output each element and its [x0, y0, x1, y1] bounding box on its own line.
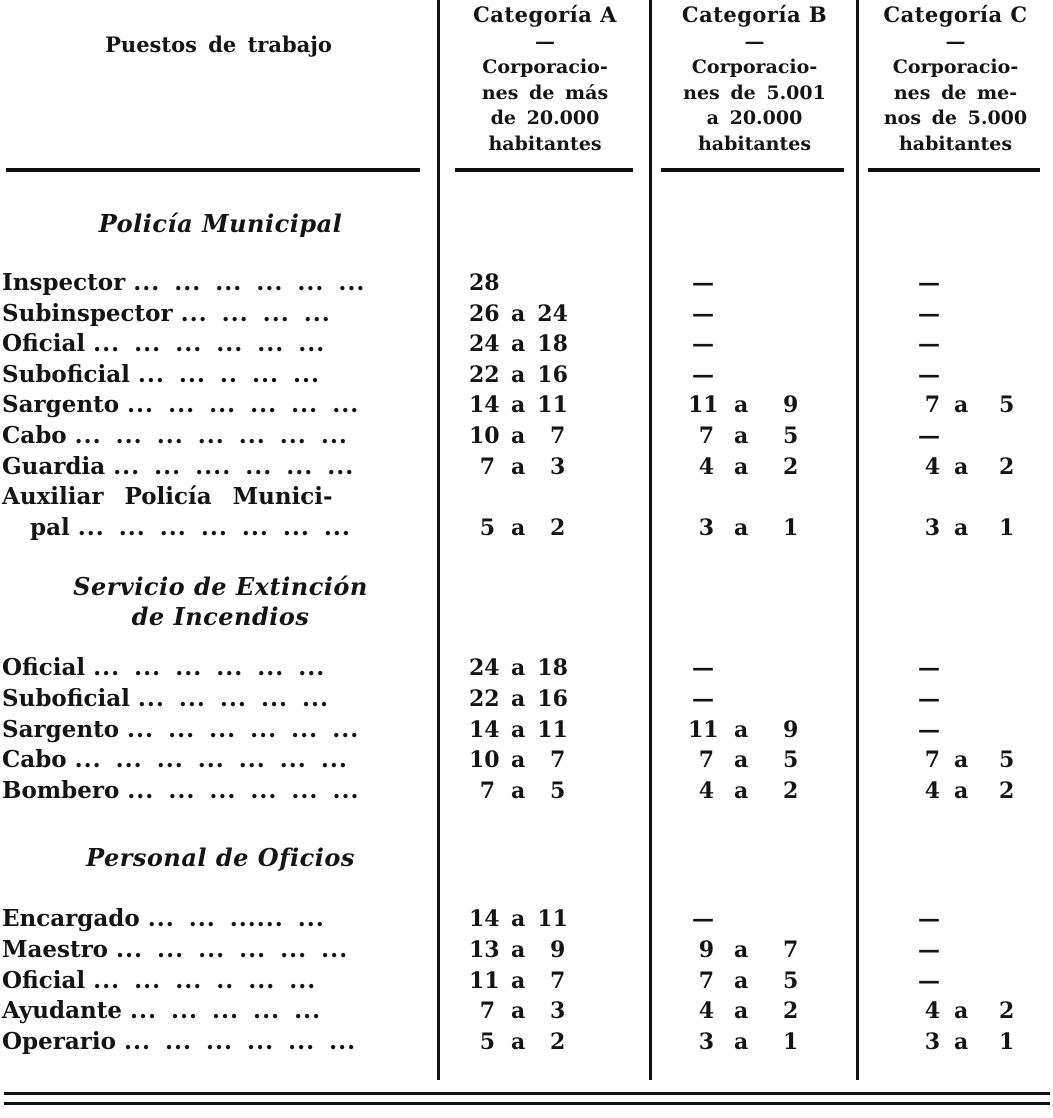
value-cell-b [649, 717, 857, 743]
value-separator: a [511, 422, 526, 449]
leader-dots: ... ... ... ... ... ... [93, 654, 326, 682]
row-label-cell [0, 483, 441, 510]
table-row [0, 967, 1053, 998]
value-number: — [918, 716, 940, 743]
value-number: 10 [469, 747, 500, 774]
value-number: 5 [782, 967, 799, 994]
value-number: 5 [782, 422, 799, 449]
row-label: Subinspector [2, 299, 173, 327]
value-separator: a [511, 936, 526, 963]
section-heading-line: de Incendios [131, 602, 310, 632]
section-heading [0, 209, 441, 239]
value-cell-b [649, 1029, 857, 1055]
desc-line: a 20.000 [706, 107, 803, 129]
table-row [0, 391, 1053, 422]
header-rule [6, 168, 420, 172]
value-number: 5 [479, 514, 495, 541]
value-separator: a [511, 716, 526, 743]
row-label-cell [0, 514, 441, 541]
header-rule [661, 168, 844, 172]
value-cell-c [857, 655, 1053, 681]
value-number: 1 [782, 1028, 799, 1055]
leader-dots: ... ... ... ... ... ... ... [74, 421, 348, 449]
value-separator: a [954, 777, 969, 804]
value-cell-b [649, 906, 857, 932]
row-label-cell [0, 422, 441, 449]
value-cell-a [441, 392, 649, 418]
table-row [0, 269, 1053, 300]
value-number: — [918, 685, 940, 712]
leader-dots: ... ... ... ... ... ... [127, 391, 360, 419]
value-number: — [918, 422, 940, 449]
leader-dots: ... ... ... ... ... ... [133, 269, 366, 296]
row-label: Oficial [2, 330, 86, 358]
value-cell-c [857, 1029, 1053, 1055]
value-number: 1 [998, 1028, 1015, 1055]
value-separator: a [954, 392, 969, 419]
value-cell-b [649, 331, 857, 357]
value-number: 2 [549, 514, 566, 541]
table-row [0, 1028, 1053, 1059]
value-cell-c [857, 331, 1053, 357]
value-number: 2 [782, 453, 799, 480]
row-label-cell [0, 654, 441, 681]
row-label: Sargento [2, 715, 120, 743]
value-number: 3 [698, 1028, 714, 1055]
value-separator: a [734, 747, 749, 774]
desc-line: habitantes [488, 132, 602, 155]
value-cell-c [857, 747, 1053, 773]
header-rule [455, 168, 633, 172]
row-label-cell [0, 997, 441, 1024]
row-label-cell [0, 746, 441, 773]
bottom-double-rule [4, 1102, 1050, 1105]
category-b-header [652, 2, 857, 157]
leader-dots: ... ... ... ... [180, 299, 331, 327]
value-number: 11 [688, 716, 719, 743]
value-number: 7 [549, 422, 566, 449]
value-cell-c [857, 423, 1053, 449]
value-cell-a [441, 362, 649, 388]
value-number: 3 [698, 514, 714, 541]
category-c-title: Categoría C [883, 2, 1028, 27]
value-number: 4 [924, 777, 940, 804]
table-row [0, 483, 1053, 514]
desc-line: Corporacio- [892, 56, 1019, 78]
category-a-title: Categoría A [473, 2, 617, 27]
value-cell-c [857, 392, 1053, 418]
value-cell-a [441, 270, 649, 296]
desc-line: nes de más [481, 81, 609, 104]
leader-dots: ... ... ... ... ... [137, 684, 329, 712]
row-label-cell [0, 361, 441, 388]
row-label: Cabo [2, 421, 67, 449]
value-number: 18 [537, 655, 568, 682]
table-row [0, 514, 1053, 545]
value-number: — [918, 655, 940, 682]
value-separator: a [511, 1028, 526, 1055]
desc-line: nes de 5.001 [683, 81, 826, 104]
value-cell-a [441, 331, 649, 357]
value-number: 2 [998, 998, 1015, 1025]
value-number: 7 [698, 422, 714, 449]
value-number: — [918, 361, 940, 388]
value-number: — [692, 906, 714, 933]
value-number: 5 [998, 747, 1015, 774]
value-number: 7 [698, 967, 714, 994]
value-number: 26 [469, 300, 500, 327]
desc-line: habitantes [898, 132, 1013, 155]
value-number: 7 [924, 747, 940, 774]
value-number: 4 [698, 453, 714, 480]
value-cell-a [441, 655, 649, 681]
header-rule [868, 168, 1040, 172]
value-separator: a [734, 422, 749, 449]
value-number: — [692, 685, 714, 712]
table-row [0, 746, 1053, 777]
category-c-header [858, 2, 1053, 157]
leader-dots: ... ... ... ... ... ... [127, 715, 360, 743]
value-number: 7 [549, 747, 566, 774]
value-number: 2 [782, 777, 799, 804]
value-number: 5 [479, 1028, 495, 1055]
row-label-cell [0, 269, 441, 296]
value-cell-a [441, 515, 649, 541]
value-separator: a [511, 998, 526, 1025]
category-a-header [441, 2, 649, 157]
value-separator: a [511, 392, 526, 419]
row-label-cell [0, 936, 441, 963]
value-number: 7 [479, 777, 495, 804]
leader-dots: ... ... ... ... ... [129, 997, 322, 1025]
value-cell-a [441, 686, 649, 712]
jobs-column-header: Puestos de trabajo [105, 32, 332, 57]
value-number: 1 [782, 514, 799, 541]
value-number: — [692, 361, 714, 388]
leader-dots: ... ... .... ... ... ... [113, 452, 355, 480]
value-number: — [918, 270, 940, 296]
value-number: 9 [698, 936, 714, 963]
value-separator: a [511, 967, 526, 994]
value-separator: a [954, 747, 969, 774]
value-cell-a [441, 998, 649, 1024]
value-cell-c [857, 717, 1053, 743]
value-cell-b [649, 423, 857, 449]
row-label: Inspector [2, 269, 126, 296]
value-number: 2 [782, 998, 799, 1025]
value-number: 11 [537, 392, 568, 419]
desc-line: Corporacio- [482, 56, 608, 78]
value-cell-c [857, 301, 1053, 327]
value-separator: a [734, 777, 749, 804]
value-cell-a [441, 937, 649, 963]
section-heading [0, 843, 441, 873]
value-separator: a [511, 300, 526, 327]
row-label-cell [0, 300, 441, 327]
value-number: 22 [469, 361, 500, 388]
table-row [0, 453, 1053, 484]
value-number: 5 [549, 777, 566, 804]
value-cell-c [857, 968, 1053, 994]
row-label-cell [0, 716, 441, 743]
value-cell-c [857, 362, 1053, 388]
value-cell-b [649, 270, 857, 296]
value-number: 13 [469, 936, 500, 963]
table-row [0, 997, 1053, 1028]
value-separator: a [734, 998, 749, 1025]
value-separator: a [511, 685, 526, 712]
value-number: 7 [698, 747, 714, 774]
value-cell-b [649, 301, 857, 327]
row-label: Operario [2, 1027, 116, 1055]
value-separator: a [511, 655, 526, 682]
row-label-cell [0, 685, 441, 712]
row-label: Suboficial [2, 360, 130, 388]
value-number: 14 [469, 392, 500, 419]
value-number: 24 [469, 331, 500, 358]
value-number: 4 [924, 453, 940, 480]
leader-dots: ... ... ... .. ... ... [93, 966, 317, 994]
value-cell-a [441, 717, 649, 743]
leader-dots: ... ... ...... ... [147, 905, 325, 933]
value-number: 4 [924, 998, 940, 1025]
leader-dots: ... ... ... ... ... ... [123, 1027, 357, 1055]
section-heading-line: Personal de Oficios [86, 843, 355, 873]
value-number: 3 [549, 998, 566, 1025]
value-cell-b [649, 778, 857, 804]
value-number: 14 [469, 716, 500, 743]
table-row [0, 330, 1053, 361]
value-cell-c [857, 686, 1053, 712]
value-number: 2 [549, 1028, 566, 1055]
category-b-description [652, 55, 857, 157]
table-row [0, 300, 1053, 331]
value-cell-a [441, 423, 649, 449]
desc-line: habitantes [697, 132, 812, 155]
value-number: — [692, 331, 714, 358]
row-label-cell [0, 905, 441, 932]
row-label: Sargento [2, 391, 120, 419]
value-number: 7 [479, 998, 495, 1025]
leader-dots: ... ... ... ... ... ... ... [74, 746, 348, 774]
value-cell-a [441, 454, 649, 480]
value-cell-c [857, 906, 1053, 932]
value-number: 9 [782, 392, 799, 419]
table-row [0, 936, 1053, 967]
value-cell-b [649, 515, 857, 541]
value-cell-c [857, 454, 1053, 480]
value-number: 4 [698, 998, 714, 1025]
value-number: 10 [469, 422, 500, 449]
value-number: 11 [537, 906, 568, 933]
value-cell-c [857, 515, 1053, 541]
value-cell-b [649, 937, 857, 963]
table-row [0, 361, 1053, 392]
desc-line: de 20.000 [490, 107, 600, 129]
value-number: 22 [469, 685, 500, 712]
header-dash: — [535, 29, 555, 53]
value-number: 24 [537, 300, 568, 327]
value-number: 2 [998, 777, 1015, 804]
value-number: 14 [469, 906, 500, 933]
row-label-cell [0, 453, 441, 480]
row-label: Suboficial [2, 684, 130, 712]
value-number: 1 [998, 514, 1015, 541]
row-label: Oficial [2, 966, 86, 994]
row-label: Maestro [2, 935, 109, 963]
value-number: — [918, 936, 940, 963]
bottom-double-rule [4, 1092, 1050, 1095]
value-number: 9 [549, 936, 566, 963]
value-cell-c [857, 778, 1053, 804]
value-number: 7 [924, 392, 940, 419]
value-number: 9 [782, 716, 799, 743]
value-cell-b [649, 362, 857, 388]
value-number: — [918, 331, 940, 358]
value-number: 7 [549, 967, 566, 994]
section-heading [0, 572, 441, 632]
section-heading-line: Policía Municipal [98, 209, 343, 238]
value-number: 18 [537, 331, 568, 358]
value-cell-b [649, 968, 857, 994]
value-cell-b [649, 392, 857, 418]
value-separator: a [734, 936, 749, 963]
value-separator: a [734, 514, 749, 541]
value-cell-b [649, 454, 857, 480]
row-label-cell [0, 391, 441, 418]
value-number: 11 [688, 392, 719, 419]
value-number: 5 [998, 392, 1015, 419]
value-separator: a [734, 967, 749, 994]
value-number: 5 [782, 747, 799, 774]
value-separator: a [511, 331, 526, 358]
value-number: — [918, 300, 940, 327]
value-number: — [692, 300, 714, 327]
value-cell-b [649, 998, 857, 1024]
leader-dots: ... ... .. ... ... [137, 360, 320, 388]
row-label-cell [0, 967, 441, 994]
row-label-cell [0, 1028, 441, 1055]
value-number: 16 [537, 685, 568, 712]
table-row [0, 777, 1053, 808]
value-number: 4 [698, 777, 714, 804]
table-row [0, 716, 1053, 747]
value-cell-a [441, 906, 649, 932]
value-number: 3 [549, 453, 566, 480]
row-label: Cabo [2, 746, 67, 774]
desc-line: nes de me- [893, 81, 1018, 104]
value-separator: a [954, 1028, 969, 1055]
value-number: 7 [479, 453, 495, 480]
value-separator: a [511, 361, 526, 388]
value-separator: a [954, 514, 969, 541]
table-row [0, 422, 1053, 453]
value-separator: a [734, 392, 749, 419]
table-row [0, 905, 1053, 936]
category-a-description [441, 55, 649, 157]
desc-line: Corporacio- [691, 56, 818, 78]
row-label-cell [0, 777, 441, 804]
value-cell-c [857, 937, 1053, 963]
row-label: Bombero [2, 776, 120, 804]
value-number: — [918, 967, 940, 994]
value-cell-c [857, 270, 1053, 296]
row-label-cell [0, 330, 441, 357]
value-separator: a [954, 453, 969, 480]
row-label: Encargado [2, 905, 140, 933]
value-separator: a [954, 998, 969, 1025]
value-separator: a [511, 777, 526, 804]
value-cell-a [441, 1029, 649, 1055]
value-cell-b [649, 686, 857, 712]
leader-dots: ... ... ... ... ... ... [127, 776, 360, 804]
leader-dots: ... ... ... ... ... ... [116, 935, 349, 963]
value-separator: a [511, 514, 526, 541]
value-number: 3 [924, 1028, 940, 1055]
value-number: 11 [537, 716, 568, 743]
row-label: pal [30, 513, 70, 541]
value-number: 24 [469, 655, 500, 682]
value-number: 16 [537, 361, 568, 388]
value-number: — [692, 270, 714, 296]
value-cell-a [441, 747, 649, 773]
value-number: — [692, 655, 714, 682]
value-number: 28 [469, 270, 500, 296]
row-label: Oficial [2, 654, 86, 682]
table-row [0, 685, 1053, 716]
value-number: 2 [998, 453, 1015, 480]
category-b-title: Categoría B [681, 2, 828, 27]
value-cell-a [441, 778, 649, 804]
value-separator: a [734, 1028, 749, 1055]
value-number: — [918, 906, 940, 933]
row-label: Guardia [2, 452, 106, 480]
value-number: 7 [782, 936, 799, 963]
table-row [0, 654, 1053, 685]
category-c-description [858, 55, 1053, 157]
header-dash: — [945, 29, 966, 53]
value-cell-a [441, 968, 649, 994]
value-separator: a [511, 453, 526, 480]
header-dash: — [744, 29, 765, 53]
value-separator: a [734, 716, 749, 743]
value-number: 11 [469, 967, 500, 994]
desc-line: nos de 5.000 [883, 107, 1028, 129]
value-number: 3 [924, 514, 940, 541]
value-cell-b [649, 747, 857, 773]
row-label: Ayudante [2, 997, 122, 1025]
row-label: Auxiliar Policía Munici- [2, 483, 333, 511]
value-separator: a [734, 453, 749, 480]
value-cell-c [857, 998, 1053, 1024]
leader-dots: ... ... ... ... ... ... ... [77, 513, 351, 541]
value-separator: a [511, 906, 526, 933]
value-separator: a [511, 747, 526, 774]
value-cell-a [441, 301, 649, 327]
value-cell-b [649, 655, 857, 681]
leader-dots: ... ... ... ... ... ... [93, 330, 326, 358]
section-heading-line: Servicio de Extinción [73, 572, 368, 602]
table-body [0, 173, 1053, 1058]
